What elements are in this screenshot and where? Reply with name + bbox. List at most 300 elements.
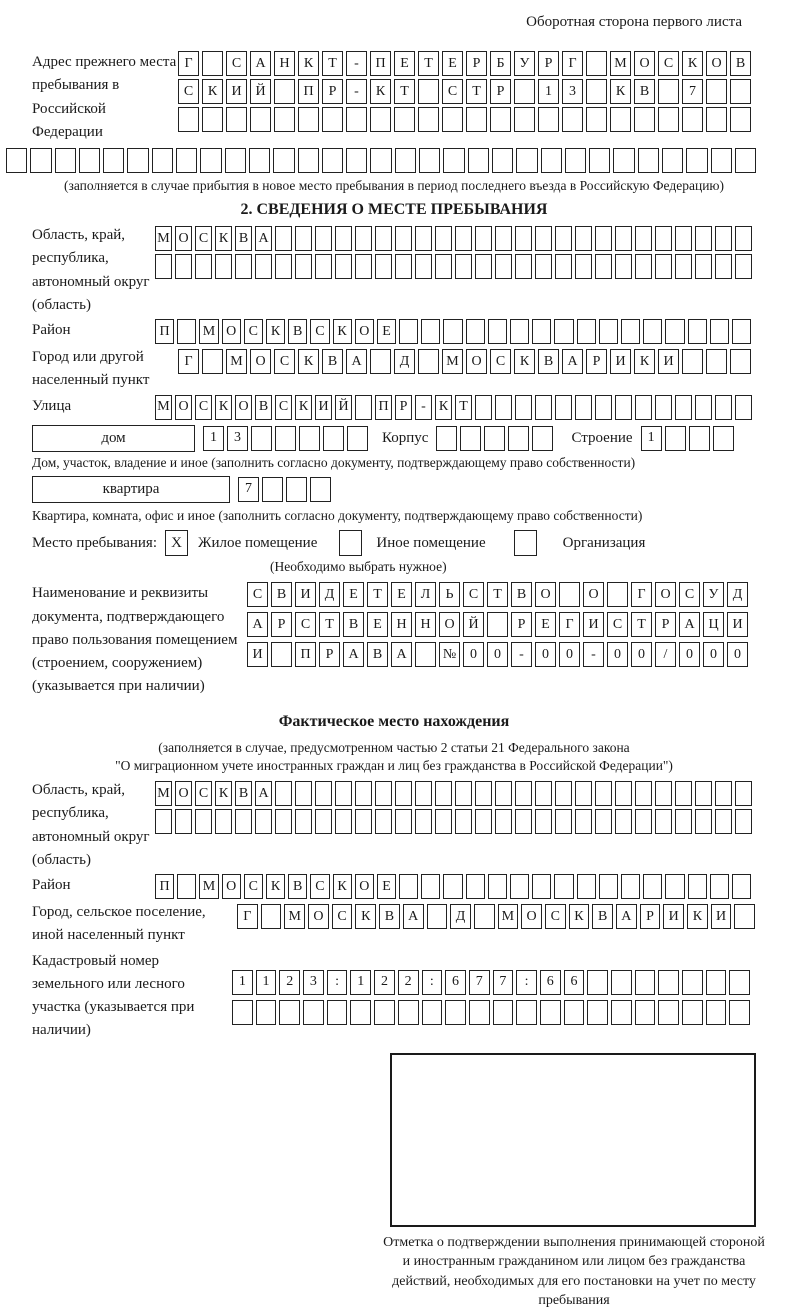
char-cell: : [422,970,443,995]
char-cell [635,254,652,279]
char-cell: В [538,349,559,374]
char-cell: К [355,904,376,929]
char-cell [575,781,592,806]
char-cell [587,1000,608,1025]
char-cell: Т [367,582,388,607]
char-cell: И [610,349,631,374]
char-cell: О [175,395,192,420]
char-cell [466,319,485,344]
street-label: Улица [32,397,72,414]
char-cell: 1 [538,79,559,104]
char-cell [595,254,612,279]
previous-address-row-3 [178,107,751,132]
char-cell [335,226,352,251]
char-cell [730,349,751,374]
region-row-2 [155,254,752,279]
char-cell: А [250,51,271,76]
char-cell [455,809,472,834]
char-cell: М [610,51,631,76]
char-cell [232,1000,253,1025]
char-cell [275,426,296,451]
char-cell: Т [455,395,472,420]
char-cell: В [511,582,532,607]
actual-district-block [32,874,756,899]
char-cell: О [535,582,556,607]
document-block [32,582,756,698]
char-cell [675,809,692,834]
house-field-label: дом [32,425,195,452]
char-cell [202,51,223,76]
char-cell: 0 [679,642,700,667]
char-cell: М [498,904,519,929]
char-cell: А [343,642,364,667]
char-cell [460,426,481,451]
char-cell: В [288,874,307,899]
char-cell [427,904,448,929]
char-cell: В [271,582,292,607]
cadastre-block [32,950,756,1043]
char-cell [395,226,412,251]
char-cell [655,809,672,834]
char-cell: 7 [238,477,259,502]
char-cell: Г [631,582,652,607]
char-cell [335,254,352,279]
stay-type-row [32,530,756,556]
char-cell [615,781,632,806]
char-cell: О [355,874,374,899]
char-cell: Т [466,79,487,104]
char-cell [375,809,392,834]
char-cell [607,582,628,607]
char-cell [346,107,367,132]
char-cell: О [439,612,460,637]
char-cell [715,254,732,279]
char-cell: С [295,612,316,637]
char-cell [335,809,352,834]
char-cell [595,781,612,806]
char-cell: / [655,642,676,667]
char-cell [375,254,392,279]
char-cell [595,395,612,420]
char-cell [706,349,727,374]
char-cell [415,809,432,834]
char-cell [682,107,703,132]
char-cell: И [727,612,748,637]
actual-city-block [32,901,756,948]
char-cell: Р [511,612,532,637]
char-cell [706,1000,727,1025]
char-cell [235,254,252,279]
char-cell: Р [271,612,292,637]
confirmation-stamp-box [390,1053,756,1227]
char-cell [535,226,552,251]
char-cell [155,809,172,834]
char-cell [689,426,710,451]
char-cell [675,781,692,806]
char-cell: Й [250,79,271,104]
char-cell: Е [535,612,556,637]
char-cell: А [247,612,268,637]
char-cell: Д [450,904,471,929]
char-cell: С [442,79,463,104]
char-cell: 0 [559,642,580,667]
char-cell [515,395,532,420]
apartment-caption: Квартира, комната, офис и иное (заполнить согласно документу, подтверждающему право собственности) [32,507,643,523]
char-cell: Е [377,319,396,344]
char-cell [375,781,392,806]
char-cell [490,107,511,132]
char-cell: С [275,395,292,420]
char-cell: В [379,904,400,929]
char-cell [734,904,755,929]
stroenie-cells [641,426,734,451]
char-cell: 6 [564,970,585,995]
char-cell: В [255,395,272,420]
char-cell [374,1000,395,1025]
char-cell [611,970,632,995]
char-cell [575,226,592,251]
char-cell [443,319,462,344]
char-cell: О [706,51,727,76]
char-cell: С [226,51,247,76]
char-cell: Т [487,582,508,607]
char-cell: Д [727,582,748,607]
char-cell: - [346,51,367,76]
char-cell [415,254,432,279]
char-cell [474,904,495,929]
char-cell [195,809,212,834]
char-cell [655,781,672,806]
char-cell: 6 [445,970,466,995]
char-cell [695,809,712,834]
char-cell [655,254,672,279]
actual-region-row-2 [155,809,752,834]
char-cell: Г [178,51,199,76]
char-cell: А [562,349,583,374]
district-block [32,319,756,344]
char-cell [443,874,462,899]
char-cell [200,148,221,173]
section2-title: 2. СВЕДЕНИЯ О МЕСТЕ ПРЕБЫВАНИЯ [240,201,548,219]
char-cell [475,226,492,251]
char-cell: 7 [493,970,514,995]
char-cell [555,809,572,834]
char-cell: И [247,642,268,667]
char-cell [395,254,412,279]
char-cell [355,781,372,806]
char-cell [279,1000,300,1025]
char-cell: Г [559,612,580,637]
checkbox-organization [514,530,537,556]
char-cell [255,254,272,279]
char-cell: О [521,904,542,929]
char-cell [575,395,592,420]
char-cell: : [516,970,537,995]
char-cell [532,319,551,344]
char-cell [516,1000,537,1025]
char-cell: К [569,904,590,929]
char-cell: В [730,51,751,76]
char-cell: Р [490,79,511,104]
char-cell [443,148,464,173]
char-cell: Р [586,349,607,374]
char-cell [510,319,529,344]
char-cell [611,1000,632,1025]
char-cell: Р [319,642,340,667]
char-cell [595,226,612,251]
char-cell: С [310,874,329,899]
char-cell [30,148,51,173]
char-cell: 0 [703,642,724,667]
house-number-cells [203,426,368,451]
char-cell: 1 [256,970,277,995]
char-cell [418,349,439,374]
char-cell [435,809,452,834]
char-cell: Й [335,395,352,420]
previous-address-label: Адрес прежнего места пребывания в Российской Федерации [32,54,177,140]
char-cell [735,809,752,834]
char-cell: Н [391,612,412,637]
char-cell [176,148,197,173]
char-cell [435,781,452,806]
char-cell [295,226,312,251]
char-cell [495,781,512,806]
char-cell: А [391,642,412,667]
char-cell [493,1000,514,1025]
char-cell: С [332,904,353,929]
previous-address-caption: (заполняется в случае прибытия в новое место пребывания в период последнего въезда в Российскую Федерацию) [63,178,725,193]
char-cell: 3 [303,970,324,995]
char-cell [532,874,551,899]
char-cell: К [295,395,312,420]
char-cell: В [322,349,343,374]
char-cell [436,426,457,451]
char-cell [655,226,672,251]
char-cell: К [215,395,232,420]
char-cell [638,148,659,173]
char-cell [395,148,416,173]
char-cell [274,79,295,104]
char-cell: Е [343,582,364,607]
char-cell [706,107,727,132]
char-cell: 1 [641,426,662,451]
option-residential-label: Жилое помещение [198,534,318,551]
actual-location-caption-1: (заполняется в случае, предусмотренном частью 2 статьи 21 Федерального закона [158,739,630,755]
char-cell [475,254,492,279]
char-cell: Т [319,612,340,637]
char-cell [347,426,368,451]
char-cell [732,319,751,344]
char-cell [735,254,752,279]
char-cell: Н [274,51,295,76]
char-cell: А [255,226,272,251]
char-cell [665,319,684,344]
char-cell [634,107,655,132]
char-cell [415,642,436,667]
char-cell: 6 [540,970,561,995]
char-cell: С [274,349,295,374]
char-cell: К [215,781,232,806]
actual-district-label: Район [32,877,71,894]
char-cell [455,781,472,806]
char-cell: О [250,349,271,374]
char-cell [535,254,552,279]
char-cell [327,1000,348,1025]
char-cell [495,254,512,279]
char-cell [675,226,692,251]
char-cell [355,395,372,420]
char-cell [635,226,652,251]
char-cell [435,254,452,279]
char-cell [686,148,707,173]
char-cell: 1 [203,426,224,451]
char-cell: К [333,874,352,899]
char-cell [355,226,372,251]
char-cell: 7 [469,970,490,995]
char-cell [682,1000,703,1025]
char-cell [215,254,232,279]
char-cell [435,226,452,251]
char-cell: С [658,51,679,76]
char-cell: В [235,226,252,251]
char-cell [262,477,283,502]
char-cell: О [655,582,676,607]
char-cell: К [610,79,631,104]
char-cell [735,395,752,420]
char-cell [79,148,100,173]
char-cell [310,477,331,502]
char-cell: П [295,642,316,667]
char-cell: Н [415,612,436,637]
char-cell [175,809,192,834]
char-cell [688,319,707,344]
char-cell [540,1000,561,1025]
char-cell [235,809,252,834]
char-cell [535,781,552,806]
confirmation-stamp-caption: Отметка о подтверждении выполнения принимающей стороной и иностранным гражданином или лицом без гражданства действий, необходимых для его постановки на учет по месту пребывания [383,1234,765,1309]
char-cell: О [466,349,487,374]
char-cell [250,107,271,132]
char-cell: - [583,642,604,667]
char-cell [577,319,596,344]
apartment-field-label: квартира [32,476,230,503]
char-cell: С [195,781,212,806]
district-row [155,319,751,344]
char-cell: К [202,79,223,104]
cadastre-row-1 [232,970,750,995]
stay-type-label: Место пребывания: [32,534,157,551]
char-cell [273,148,294,173]
char-cell [103,148,124,173]
char-cell: Б [490,51,511,76]
char-cell [615,226,632,251]
char-cell: М [155,781,172,806]
char-cell: Г [237,904,258,929]
char-cell [621,874,640,899]
char-cell: С [195,226,212,251]
char-cell: А [679,612,700,637]
char-cell [261,904,282,929]
char-cell [475,809,492,834]
char-cell [621,319,640,344]
char-cell [555,395,572,420]
char-cell [398,1000,419,1025]
char-cell [346,148,367,173]
char-cell [418,79,439,104]
char-cell: Р [538,51,559,76]
char-cell [586,79,607,104]
char-cell [299,426,320,451]
char-cell: Р [322,79,343,104]
char-cell [395,809,412,834]
char-cell [515,226,532,251]
char-cell: В [634,79,655,104]
char-cell: 2 [279,970,300,995]
char-cell [515,809,532,834]
char-cell [514,79,535,104]
char-cell [555,781,572,806]
char-cell: 0 [463,642,484,667]
char-cell [586,107,607,132]
apartment-row [32,476,756,503]
char-cell: С [607,612,628,637]
char-cell [615,395,632,420]
city-row [178,349,751,374]
apartment-cells [238,477,331,502]
char-cell [274,107,295,132]
char-cell: О [222,319,241,344]
char-cell [713,426,734,451]
char-cell [729,970,750,995]
char-cell [615,254,632,279]
char-cell [350,1000,371,1025]
checkbox-other-premises [339,530,362,556]
char-cell [559,582,580,607]
char-cell: Г [178,349,199,374]
char-cell: 3 [562,79,583,104]
char-cell [730,79,751,104]
char-cell [595,809,612,834]
char-cell: С [244,319,263,344]
char-cell: - [511,642,532,667]
char-cell [55,148,76,173]
char-cell: Д [394,349,415,374]
char-cell: К [266,874,285,899]
region-row-1 [155,226,752,251]
char-cell [665,874,684,899]
char-cell [421,874,440,899]
char-cell: О [175,226,192,251]
char-cell [375,226,392,251]
char-cell: В [343,612,364,637]
char-cell [475,395,492,420]
char-cell: Й [463,612,484,637]
char-cell: И [663,904,684,929]
char-cell: П [375,395,392,420]
char-cell [315,254,332,279]
char-cell [177,874,196,899]
char-cell: - [346,79,367,104]
char-cell: К [687,904,708,929]
char-cell [202,107,223,132]
char-cell: И [295,582,316,607]
char-cell [541,148,562,173]
char-cell: И [711,904,732,929]
char-cell: М [226,349,247,374]
char-cell: О [583,582,604,607]
char-cell [394,107,415,132]
char-cell: К [634,349,655,374]
